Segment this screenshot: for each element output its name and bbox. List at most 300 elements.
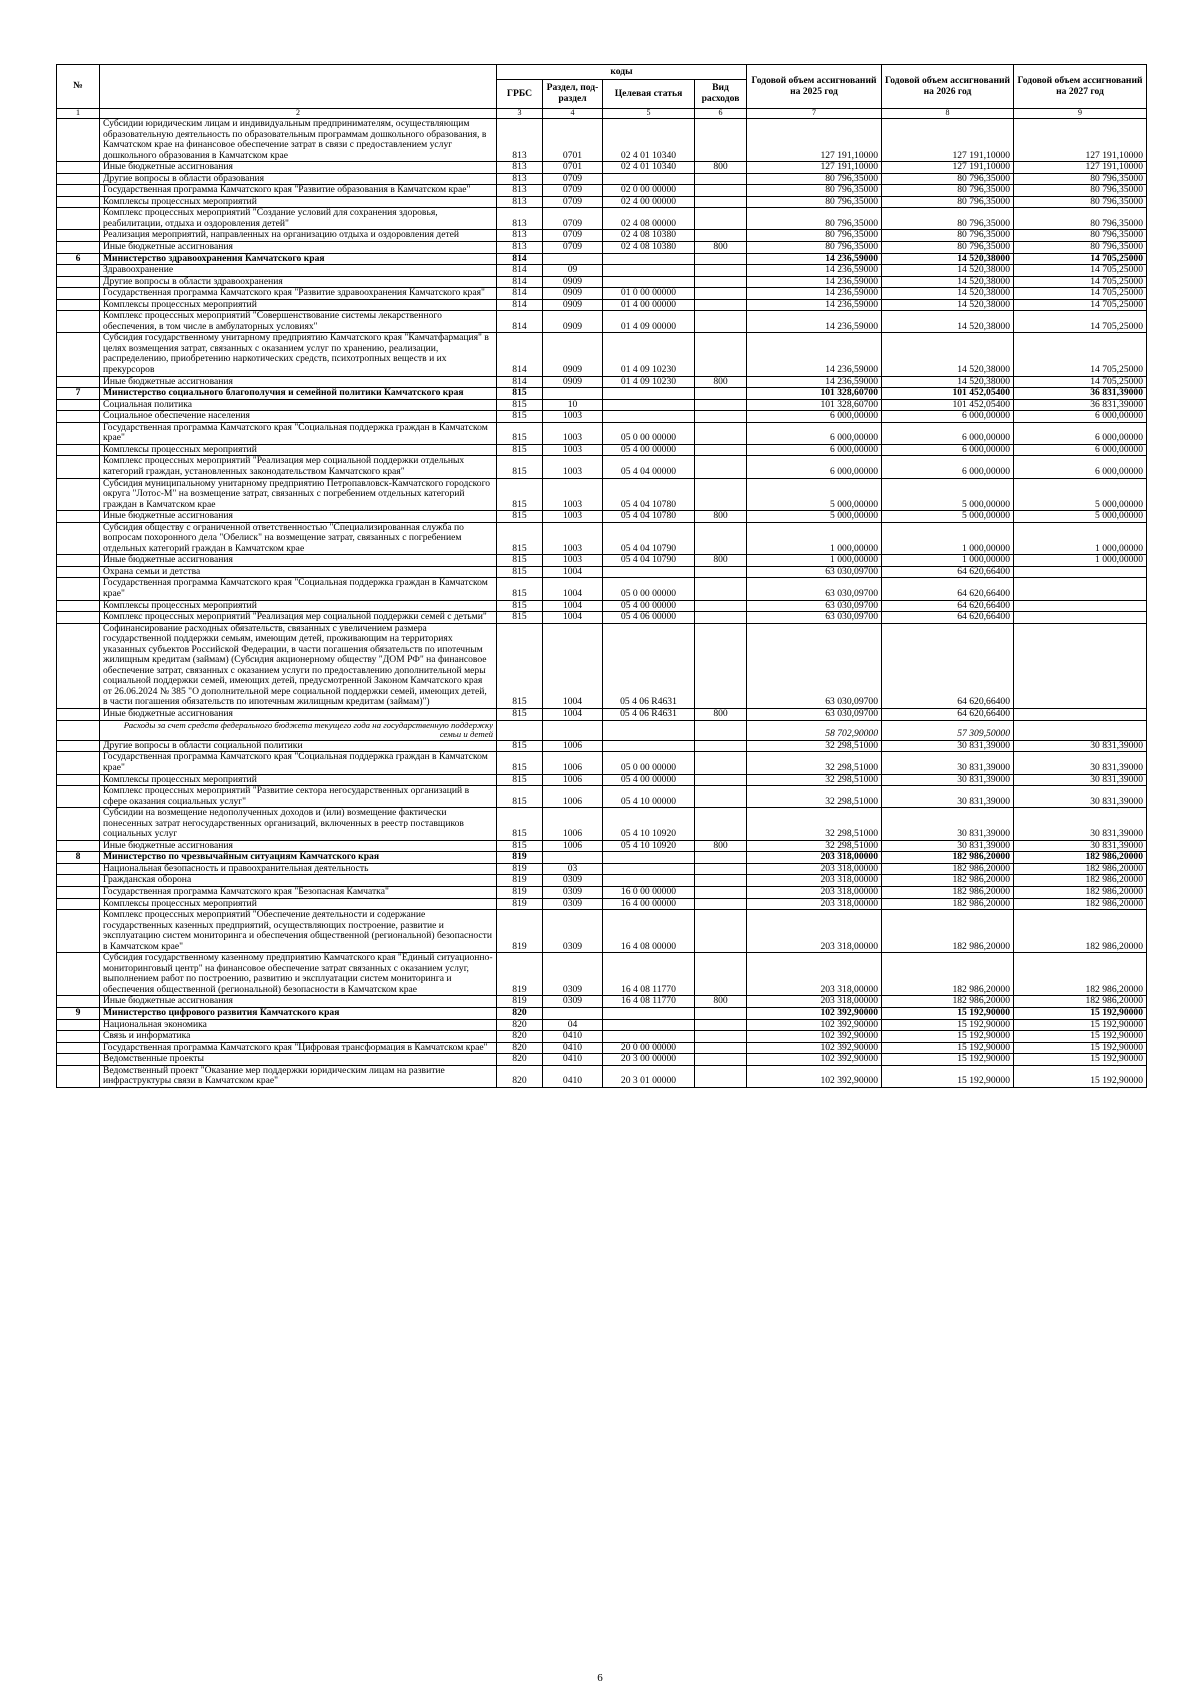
table-row xyxy=(57,376,1147,388)
row-name: Субсидии на возмещение недополученных доходов и (или) возмещение фактически понесенных затрат негосударственных организаций, включенных в реестр поставщиков социальных услуг xyxy=(100,808,497,841)
row-amount-2027: 14 705,25000 xyxy=(1014,288,1147,300)
table-row xyxy=(57,752,1147,774)
table-row xyxy=(57,478,1147,511)
row-amount-2026: 101 452,05400 xyxy=(882,399,1014,411)
row-number xyxy=(57,996,100,1008)
row-grbs: 820 xyxy=(497,1042,543,1054)
row-amount-2027: 30 831,39000 xyxy=(1014,808,1147,841)
row-amount-2027: 182 986,20000 xyxy=(1014,875,1147,887)
row-amount-2027: 15 192,90000 xyxy=(1014,1031,1147,1043)
row-amount-2026: 6 000,00000 xyxy=(882,444,1014,456)
table-row xyxy=(57,996,1147,1008)
row-expense-type xyxy=(695,444,747,456)
row-amount-2025: 101 328,60700 xyxy=(747,399,882,411)
header-name xyxy=(100,65,497,109)
row-razdel: 1003 xyxy=(543,511,603,523)
row-expense-type xyxy=(695,600,747,612)
table-row xyxy=(57,808,1147,841)
row-razdel: 1003 xyxy=(543,478,603,511)
row-amount-2025: 80 796,35000 xyxy=(747,208,882,230)
header-2027: Годовой объем ассигнований на 2027 год xyxy=(1014,65,1147,109)
row-expense-type xyxy=(695,863,747,875)
row-amount-2026: 15 192,90000 xyxy=(882,1031,1014,1043)
row-grbs: 815 xyxy=(497,399,543,411)
row-number xyxy=(57,376,100,388)
column-number: 9 xyxy=(1014,109,1147,119)
row-amount-2027: 14 705,25000 xyxy=(1014,253,1147,265)
row-name: Охрана семьи и детства xyxy=(100,566,497,578)
row-target-article xyxy=(603,720,695,740)
row-number xyxy=(57,898,100,910)
row-expense-type xyxy=(695,422,747,444)
row-name: Комплексы процессных мероприятий xyxy=(100,196,497,208)
row-razdel: 1003 xyxy=(543,411,603,423)
row-amount-2027: 36 831,39000 xyxy=(1014,399,1147,411)
row-target-article: 05 4 00 00000 xyxy=(603,444,695,456)
column-number: 8 xyxy=(882,109,1014,119)
row-amount-2027: 15 192,90000 xyxy=(1014,1042,1147,1054)
header-number: № xyxy=(57,65,100,109)
row-name: Государственная программа Камчатского края "Социальная поддержка граждан в Камчатском крае" xyxy=(100,422,497,444)
row-number xyxy=(57,162,100,174)
row-number xyxy=(57,511,100,523)
row-expense-type xyxy=(695,875,747,887)
row-razdel: 0909 xyxy=(543,376,603,388)
row-razdel: 0309 xyxy=(543,898,603,910)
row-amount-2025: 14 236,59000 xyxy=(747,276,882,288)
row-amount-2025: 203 318,00000 xyxy=(747,996,882,1008)
row-razdel: 0709 xyxy=(543,196,603,208)
row-number xyxy=(57,840,100,852)
row-grbs: 815 xyxy=(497,388,543,400)
row-number xyxy=(57,478,100,511)
row-number xyxy=(57,411,100,423)
row-name: Национальная экономика xyxy=(100,1019,497,1031)
row-razdel: 03 xyxy=(543,863,603,875)
row-grbs: 813 xyxy=(497,162,543,174)
table-row xyxy=(57,276,1147,288)
row-grbs: 819 xyxy=(497,953,543,996)
row-name: Иные бюджетные ассигнования xyxy=(100,708,497,720)
row-expense-type: 800 xyxy=(695,511,747,523)
row-amount-2026: 80 796,35000 xyxy=(882,196,1014,208)
page-number: 6 xyxy=(597,1672,603,1684)
table-row xyxy=(57,185,1147,197)
row-amount-2026: 14 520,38000 xyxy=(882,288,1014,300)
row-target-article xyxy=(603,265,695,277)
row-razdel: 09 xyxy=(543,265,603,277)
row-grbs: 819 xyxy=(497,996,543,1008)
row-number: 8 xyxy=(57,852,100,864)
row-razdel: 0410 xyxy=(543,1054,603,1066)
row-number xyxy=(57,774,100,786)
row-expense-type: 800 xyxy=(695,376,747,388)
table-row xyxy=(57,886,1147,898)
table-row xyxy=(57,1054,1147,1066)
row-amount-2025: 1 000,00000 xyxy=(747,555,882,567)
row-number: 9 xyxy=(57,1008,100,1020)
table-row xyxy=(57,522,1147,555)
table-row xyxy=(57,444,1147,456)
row-target-article: 05 4 04 10790 xyxy=(603,522,695,555)
row-grbs: 813 xyxy=(497,185,543,197)
row-amount-2026: 30 831,39000 xyxy=(882,774,1014,786)
row-razdel: 0410 xyxy=(543,1065,603,1087)
row-amount-2025: 203 318,00000 xyxy=(747,886,882,898)
row-amount-2025: 5 000,00000 xyxy=(747,511,882,523)
row-amount-2025: 80 796,35000 xyxy=(747,242,882,254)
row-grbs: 815 xyxy=(497,422,543,444)
row-number xyxy=(57,185,100,197)
row-amount-2026: 182 986,20000 xyxy=(882,953,1014,996)
row-amount-2026: 127 191,10000 xyxy=(882,119,1014,162)
table-row xyxy=(57,774,1147,786)
row-target-article xyxy=(603,388,695,400)
row-amount-2026: 80 796,35000 xyxy=(882,173,1014,185)
row-amount-2025: 32 298,51000 xyxy=(747,752,882,774)
row-razdel: 0709 xyxy=(543,185,603,197)
row-target-article xyxy=(603,399,695,411)
row-amount-2026: 30 831,39000 xyxy=(882,808,1014,841)
row-razdel: 1003 xyxy=(543,555,603,567)
row-amount-2025: 14 236,59000 xyxy=(747,333,882,376)
row-number xyxy=(57,311,100,333)
row-expense-type xyxy=(695,786,747,808)
row-number xyxy=(57,444,100,456)
row-target-article: 01 4 09 10230 xyxy=(603,333,695,376)
row-amount-2027 xyxy=(1014,623,1147,708)
row-target-article: 05 4 10 10920 xyxy=(603,840,695,852)
row-grbs: 813 xyxy=(497,119,543,162)
row-razdel: 0709 xyxy=(543,230,603,242)
row-amount-2026: 80 796,35000 xyxy=(882,242,1014,254)
row-name: Ведомственные проекты xyxy=(100,1054,497,1066)
row-amount-2025: 63 030,09700 xyxy=(747,623,882,708)
row-amount-2026: 182 986,20000 xyxy=(882,875,1014,887)
row-grbs: 815 xyxy=(497,456,543,478)
table-row xyxy=(57,740,1147,752)
row-amount-2025: 14 236,59000 xyxy=(747,376,882,388)
row-amount-2027: 127 191,10000 xyxy=(1014,162,1147,174)
row-amount-2026: 15 192,90000 xyxy=(882,1008,1014,1020)
row-number xyxy=(57,566,100,578)
row-target-article: 01 4 00 00000 xyxy=(603,299,695,311)
row-name: Комплексы процессных мероприятий xyxy=(100,444,497,456)
row-expense-type xyxy=(695,720,747,740)
row-target-article: 05 4 04 10780 xyxy=(603,478,695,511)
row-target-article xyxy=(603,1019,695,1031)
row-expense-type xyxy=(695,288,747,300)
header-2025: Годовой объем ассигнований на 2025 год xyxy=(747,65,882,109)
row-name: Другие вопросы в области образования xyxy=(100,173,497,185)
row-number xyxy=(57,623,100,708)
row-amount-2025: 6 000,00000 xyxy=(747,444,882,456)
row-amount-2026: 64 620,66400 xyxy=(882,578,1014,600)
row-name: Государственная программа Камчатского края "Безопасная Камчатка" xyxy=(100,886,497,898)
row-razdel: 1006 xyxy=(543,840,603,852)
row-name: Другие вопросы в области здравоохранения xyxy=(100,276,497,288)
row-amount-2025: 80 796,35000 xyxy=(747,185,882,197)
table-row xyxy=(57,840,1147,852)
row-expense-type xyxy=(695,1054,747,1066)
row-amount-2025: 80 796,35000 xyxy=(747,196,882,208)
row-razdel xyxy=(543,1008,603,1020)
row-number xyxy=(57,708,100,720)
row-number xyxy=(57,399,100,411)
row-number xyxy=(57,752,100,774)
row-expense-type xyxy=(695,522,747,555)
row-amount-2027 xyxy=(1014,578,1147,600)
row-target-article xyxy=(603,276,695,288)
row-amount-2025: 14 236,59000 xyxy=(747,288,882,300)
row-grbs: 819 xyxy=(497,886,543,898)
row-amount-2026: 30 831,39000 xyxy=(882,840,1014,852)
row-target-article xyxy=(603,740,695,752)
row-amount-2026: 64 620,66400 xyxy=(882,708,1014,720)
row-expense-type xyxy=(695,411,747,423)
table-row xyxy=(57,299,1147,311)
row-name: Реализация мероприятий, направленных на организацию отдыха и оздоровления детей xyxy=(100,230,497,242)
table-row xyxy=(57,333,1147,376)
row-amount-2026: 57 309,50000 xyxy=(882,720,1014,740)
header-codes: коды xyxy=(497,65,747,80)
row-name: Министерство социального благополучия и семейной политики Камчатского края xyxy=(100,388,497,400)
row-amount-2027: 14 705,25000 xyxy=(1014,265,1147,277)
row-amount-2025: 102 392,90000 xyxy=(747,1054,882,1066)
row-grbs: 813 xyxy=(497,196,543,208)
row-amount-2026: 30 831,39000 xyxy=(882,740,1014,752)
row-amount-2025: 63 030,09700 xyxy=(747,708,882,720)
row-name: Иные бюджетные ассигнования xyxy=(100,376,497,388)
row-amount-2025: 14 236,59000 xyxy=(747,253,882,265)
row-amount-2026: 64 620,66400 xyxy=(882,566,1014,578)
row-amount-2026: 15 192,90000 xyxy=(882,1019,1014,1031)
row-name: Комплекс процессных мероприятий "Реализация мер социальной поддержки семей с детьми" xyxy=(100,612,497,624)
row-number xyxy=(57,808,100,841)
column-number: 5 xyxy=(603,109,695,119)
row-amount-2027: 15 192,90000 xyxy=(1014,1008,1147,1020)
row-number xyxy=(57,886,100,898)
row-amount-2027: 6 000,00000 xyxy=(1014,444,1147,456)
row-name: Комплексы процессных мероприятий xyxy=(100,600,497,612)
row-target-article: 16 4 08 11770 xyxy=(603,953,695,996)
row-amount-2025: 203 318,00000 xyxy=(747,910,882,953)
row-target-article: 02 4 01 10340 xyxy=(603,119,695,162)
row-grbs: 819 xyxy=(497,852,543,864)
row-amount-2025: 127 191,10000 xyxy=(747,119,882,162)
row-amount-2027: 80 796,35000 xyxy=(1014,185,1147,197)
row-expense-type xyxy=(695,752,747,774)
row-amount-2026: 30 831,39000 xyxy=(882,752,1014,774)
row-expense-type xyxy=(695,173,747,185)
row-grbs xyxy=(497,720,543,740)
row-amount-2025: 127 191,10000 xyxy=(747,162,882,174)
row-razdel: 0909 xyxy=(543,311,603,333)
row-razdel: 1004 xyxy=(543,566,603,578)
table-row xyxy=(57,288,1147,300)
table-row xyxy=(57,162,1147,174)
row-amount-2025: 32 298,51000 xyxy=(747,808,882,841)
row-razdel: 1004 xyxy=(543,600,603,612)
row-number xyxy=(57,1031,100,1043)
row-name: Государственная программа Камчатского края "Цифровая трансформация в Камчатском крае" xyxy=(100,1042,497,1054)
row-expense-type xyxy=(695,333,747,376)
row-razdel: 0709 xyxy=(543,208,603,230)
row-target-article: 05 0 00 00000 xyxy=(603,578,695,600)
row-name: Государственная программа Камчатского края "Социальная поддержка граждан в Камчатском крае" xyxy=(100,752,497,774)
row-name: Государственная программа Камчатского края "Развитие здравоохранения Камчатского края" xyxy=(100,288,497,300)
row-razdel: 0309 xyxy=(543,996,603,1008)
header-grbs: ГРБС xyxy=(497,80,543,109)
row-amount-2026: 182 986,20000 xyxy=(882,898,1014,910)
row-amount-2027: 182 986,20000 xyxy=(1014,863,1147,875)
row-name: Иные бюджетные ассигнования xyxy=(100,511,497,523)
row-target-article: 02 4 08 10380 xyxy=(603,242,695,254)
row-target-article xyxy=(603,173,695,185)
row-grbs: 815 xyxy=(497,478,543,511)
row-razdel: 1006 xyxy=(543,752,603,774)
row-target-article: 05 4 10 00000 xyxy=(603,786,695,808)
row-grbs: 819 xyxy=(497,863,543,875)
row-target-article xyxy=(603,875,695,887)
row-grbs: 815 xyxy=(497,444,543,456)
row-expense-type xyxy=(695,852,747,864)
row-razdel: 0709 xyxy=(543,242,603,254)
row-name: Иные бюджетные ассигнования xyxy=(100,996,497,1008)
row-name: Комплекс процессных мероприятий "Обеспечение деятельности и содержание государственных казенных предприятий, осуществляющих построение, развитие и эксплуатацию систем мониторинга и обеспечения общественной (региональной) безопасности в Камчатском крае" xyxy=(100,910,497,953)
table-row xyxy=(57,953,1147,996)
row-amount-2027: 15 192,90000 xyxy=(1014,1065,1147,1087)
row-amount-2025: 6 000,00000 xyxy=(747,411,882,423)
row-number xyxy=(57,456,100,478)
budget-table xyxy=(56,64,1147,1088)
row-target-article xyxy=(603,1008,695,1020)
row-amount-2026: 182 986,20000 xyxy=(882,863,1014,875)
row-expense-type xyxy=(695,1008,747,1020)
row-number xyxy=(57,863,100,875)
row-target-article xyxy=(603,1031,695,1043)
row-target-article: 02 4 01 10340 xyxy=(603,162,695,174)
row-grbs: 815 xyxy=(497,840,543,852)
row-razdel: 0309 xyxy=(543,875,603,887)
row-razdel: 0709 xyxy=(543,173,603,185)
table-row xyxy=(57,411,1147,423)
row-amount-2025: 101 328,60700 xyxy=(747,388,882,400)
row-amount-2025: 80 796,35000 xyxy=(747,230,882,242)
row-razdel: 1003 xyxy=(543,456,603,478)
row-amount-2025: 102 392,90000 xyxy=(747,1008,882,1020)
row-amount-2027: 36 831,39000 xyxy=(1014,388,1147,400)
column-number: 1 xyxy=(57,109,100,119)
row-target-article: 01 4 09 00000 xyxy=(603,311,695,333)
row-name: Комплексы процессных мероприятий xyxy=(100,774,497,786)
row-name: Национальная безопасность и правоохранительная деятельность xyxy=(100,863,497,875)
row-number xyxy=(57,600,100,612)
row-amount-2025: 14 236,59000 xyxy=(747,265,882,277)
row-name: Иные бюджетные ассигнования xyxy=(100,162,497,174)
row-razdel: 10 xyxy=(543,399,603,411)
row-amount-2025: 102 392,90000 xyxy=(747,1019,882,1031)
row-amount-2025: 6 000,00000 xyxy=(747,456,882,478)
row-expense-type: 800 xyxy=(695,555,747,567)
row-number xyxy=(57,1054,100,1066)
row-amount-2026: 5 000,00000 xyxy=(882,478,1014,511)
row-number xyxy=(57,208,100,230)
table-row xyxy=(57,388,1147,400)
table-row xyxy=(57,875,1147,887)
row-expense-type xyxy=(695,478,747,511)
row-number xyxy=(57,910,100,953)
row-amount-2025: 5 000,00000 xyxy=(747,478,882,511)
table-row xyxy=(57,119,1147,162)
row-amount-2026: 182 986,20000 xyxy=(882,852,1014,864)
row-amount-2026: 6 000,00000 xyxy=(882,456,1014,478)
row-expense-type xyxy=(695,808,747,841)
row-amount-2027: 5 000,00000 xyxy=(1014,511,1147,523)
row-number xyxy=(57,196,100,208)
row-name: Комплексы процессных мероприятий xyxy=(100,299,497,311)
row-razdel: 1003 xyxy=(543,522,603,555)
row-amount-2027: 182 986,20000 xyxy=(1014,996,1147,1008)
row-name: Комплекс процессных мероприятий "Совершенствование системы лекарственного обеспечения, в том числе в амбулаторных условиях" xyxy=(100,311,497,333)
row-name: Связь и информатика xyxy=(100,1031,497,1043)
row-amount-2027: 14 705,25000 xyxy=(1014,276,1147,288)
row-expense-type xyxy=(695,566,747,578)
row-amount-2027 xyxy=(1014,708,1147,720)
table-row xyxy=(57,1019,1147,1031)
table-row xyxy=(57,422,1147,444)
row-razdel xyxy=(543,852,603,864)
row-amount-2025: 63 030,09700 xyxy=(747,600,882,612)
row-grbs: 815 xyxy=(497,612,543,624)
table-row xyxy=(57,1008,1147,1020)
row-expense-type xyxy=(695,1019,747,1031)
row-number xyxy=(57,720,100,740)
row-target-article: 16 4 00 00000 xyxy=(603,898,695,910)
row-grbs: 813 xyxy=(497,242,543,254)
row-razdel: 1003 xyxy=(543,422,603,444)
row-grbs: 815 xyxy=(497,600,543,612)
row-amount-2025: 63 030,09700 xyxy=(747,612,882,624)
row-amount-2027: 15 192,90000 xyxy=(1014,1054,1147,1066)
row-name: Здравоохранение xyxy=(100,265,497,277)
row-amount-2027: 5 000,00000 xyxy=(1014,478,1147,511)
row-razdel: 1004 xyxy=(543,612,603,624)
row-amount-2026: 6 000,00000 xyxy=(882,422,1014,444)
row-grbs: 815 xyxy=(497,708,543,720)
column-number: 3 xyxy=(497,109,543,119)
table-row xyxy=(57,600,1147,612)
row-razdel: 1006 xyxy=(543,740,603,752)
table-row xyxy=(57,863,1147,875)
row-expense-type xyxy=(695,276,747,288)
row-amount-2026: 1 000,00000 xyxy=(882,555,1014,567)
header-expense-type: Вид расходов xyxy=(695,80,747,109)
row-amount-2026: 15 192,90000 xyxy=(882,1054,1014,1066)
row-grbs: 820 xyxy=(497,1008,543,1020)
row-amount-2025: 203 318,00000 xyxy=(747,875,882,887)
row-grbs: 815 xyxy=(497,555,543,567)
row-grbs: 819 xyxy=(497,910,543,953)
table-row xyxy=(57,612,1147,624)
row-expense-type xyxy=(695,1065,747,1087)
row-amount-2027: 14 705,25000 xyxy=(1014,333,1147,376)
row-amount-2027: 182 986,20000 xyxy=(1014,898,1147,910)
row-amount-2026: 14 520,38000 xyxy=(882,276,1014,288)
row-number: 6 xyxy=(57,253,100,265)
row-amount-2025: 80 796,35000 xyxy=(747,173,882,185)
row-amount-2026: 14 520,38000 xyxy=(882,333,1014,376)
